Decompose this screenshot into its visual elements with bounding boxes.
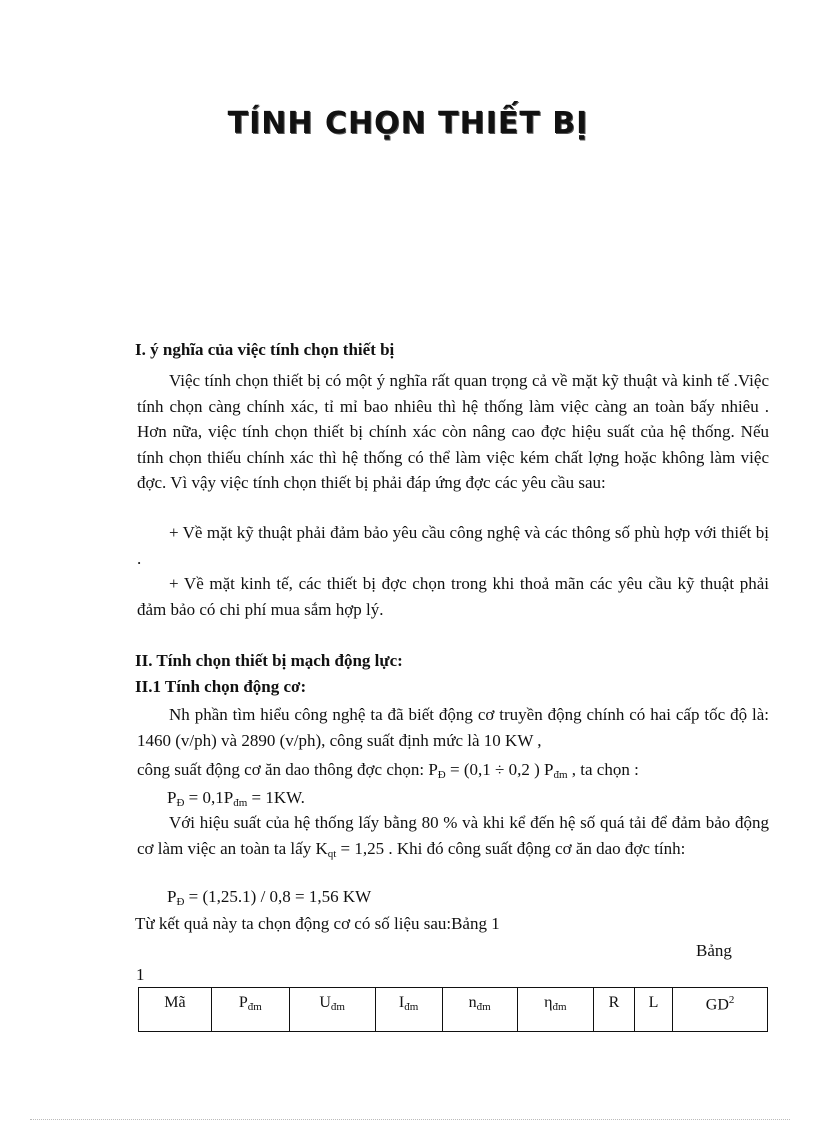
header-text: GD xyxy=(705,996,729,1014)
text: công suất động cơ ăn dao thông đợc chọn: P xyxy=(137,760,438,779)
table-header-cell xyxy=(634,988,672,1032)
header-subscript: đm xyxy=(404,1001,419,1013)
table-header-cell xyxy=(211,988,289,1032)
header-text: I xyxy=(398,994,405,1011)
subscript: đm xyxy=(233,797,248,809)
text: , ta chọn : xyxy=(567,760,639,779)
subscript: Đ xyxy=(176,896,185,908)
subscript: Đ xyxy=(176,797,185,809)
header-text: Mã xyxy=(164,994,186,1011)
text: = 1,25 . Khi đó công suất động cơ ăn dao đợc tính: xyxy=(336,838,686,858)
header-subscript: đm xyxy=(476,1001,491,1013)
text: P xyxy=(167,887,177,906)
paragraph-technical-text: + Về mặt kỹ thuật phải đảm bảo yêu cầu công nghệ và các thông số phù hợp với thiết bị . xyxy=(137,523,769,568)
table-caption-number: 1 xyxy=(136,965,145,984)
equation-power-1 xyxy=(167,788,305,809)
header-text: P xyxy=(238,994,248,1011)
text: = (0,1 ÷ 0,2 ) P xyxy=(445,760,554,779)
header-subscript: đm xyxy=(247,1001,262,1013)
header-text: n xyxy=(468,994,477,1011)
table-header-cell xyxy=(673,988,768,1032)
header-text: L xyxy=(648,994,659,1011)
subscript: Đ xyxy=(437,769,446,781)
text: Với hiệu suất của hệ thống lấy bằng 80 % và khi kể đến hệ số quá tải để đảm bảo động cơ làm việc an toàn ta lấy K xyxy=(137,813,769,858)
table-header-cell xyxy=(517,988,593,1032)
table-header-cell xyxy=(593,988,634,1032)
subscript: đm xyxy=(553,769,568,781)
text: P xyxy=(167,788,177,807)
header-subscript: đm xyxy=(552,1001,567,1013)
subscript: qt xyxy=(327,847,337,860)
text: = 0,1P xyxy=(184,788,234,807)
table-header-cell xyxy=(442,988,517,1032)
section-heading-1: I. ý nghĩa của việc tính chọn thiết bị xyxy=(135,340,395,359)
header-text: R xyxy=(608,994,620,1011)
paragraph-efficiency xyxy=(137,810,769,867)
table-header-row xyxy=(139,988,768,1032)
header-subscript: đm xyxy=(330,1001,345,1013)
table-intro: Từ kết quả này ta chọn động cơ có số liệu sau:Bảng 1 xyxy=(135,914,500,933)
paragraph-intro-text: Việc tính chọn thiết bị có một ý nghĩa rất quan trọng cả về mặt kỹ thuật và kinh tế .Việc tính chọn càng chính xác, tỉ mỉ bao nhiêu thì hệ thống làm việc càng an toàn bấy nhiêu . Hơn nữa, việc tính chọn thiết bị chính xác còn nâng cao đợc hiệu suất của hệ thống. Nếu tính chọn thiếu chính xác thì hệ thống có thể làm việc kém chất lợng hoặc không làm việc đợc. Vì vậy việc tính chọn thiết bị phải đáp ứng đợc các yêu cầu sau: xyxy=(137,371,769,492)
table-header-cell xyxy=(375,988,442,1032)
paragraph-motor-text: Nh phần tìm hiểu công nghệ ta đã biết động cơ truyền động chính có hai cấp tốc độ là: 1460 (v/ph) và 2890 (v/ph), công suất định mức là 10 KW , xyxy=(137,705,769,750)
text: = (1,25.1) / 0,8 = 1,56 KW xyxy=(184,887,372,906)
paragraph-intro xyxy=(137,368,769,496)
feed-motor-power-line xyxy=(137,760,639,781)
motor-spec-table xyxy=(138,987,768,1032)
equation-power-2 xyxy=(167,887,371,908)
header-superscript: 2 xyxy=(728,994,735,1006)
table-header-cell xyxy=(139,988,212,1032)
subsection-heading: II.1 Tính chọn động cơ: xyxy=(135,677,307,696)
header-text: U xyxy=(319,994,331,1011)
paragraph-motor xyxy=(137,702,769,753)
paragraph-technical xyxy=(137,520,769,571)
text: = 1KW. xyxy=(247,788,305,807)
table-header-cell xyxy=(289,988,375,1032)
page-footer-rule xyxy=(30,1119,790,1120)
paragraph-economic xyxy=(137,571,769,622)
section-heading-2: II. Tính chọn thiết bị mạch động lực: xyxy=(135,651,403,670)
page-title: TÍNH CHỌN THIẾT BỊ xyxy=(227,106,589,141)
paragraph-economic-text: + Về mặt kinh tế, các thiết bị đợc chọn trong khi thoả mãn các yêu cầu kỹ thuật phải đảm bảo có chi phí mua sắm hợp lý. xyxy=(137,574,769,619)
table-caption: Bảng xyxy=(696,941,732,960)
header-text: η xyxy=(544,994,553,1011)
